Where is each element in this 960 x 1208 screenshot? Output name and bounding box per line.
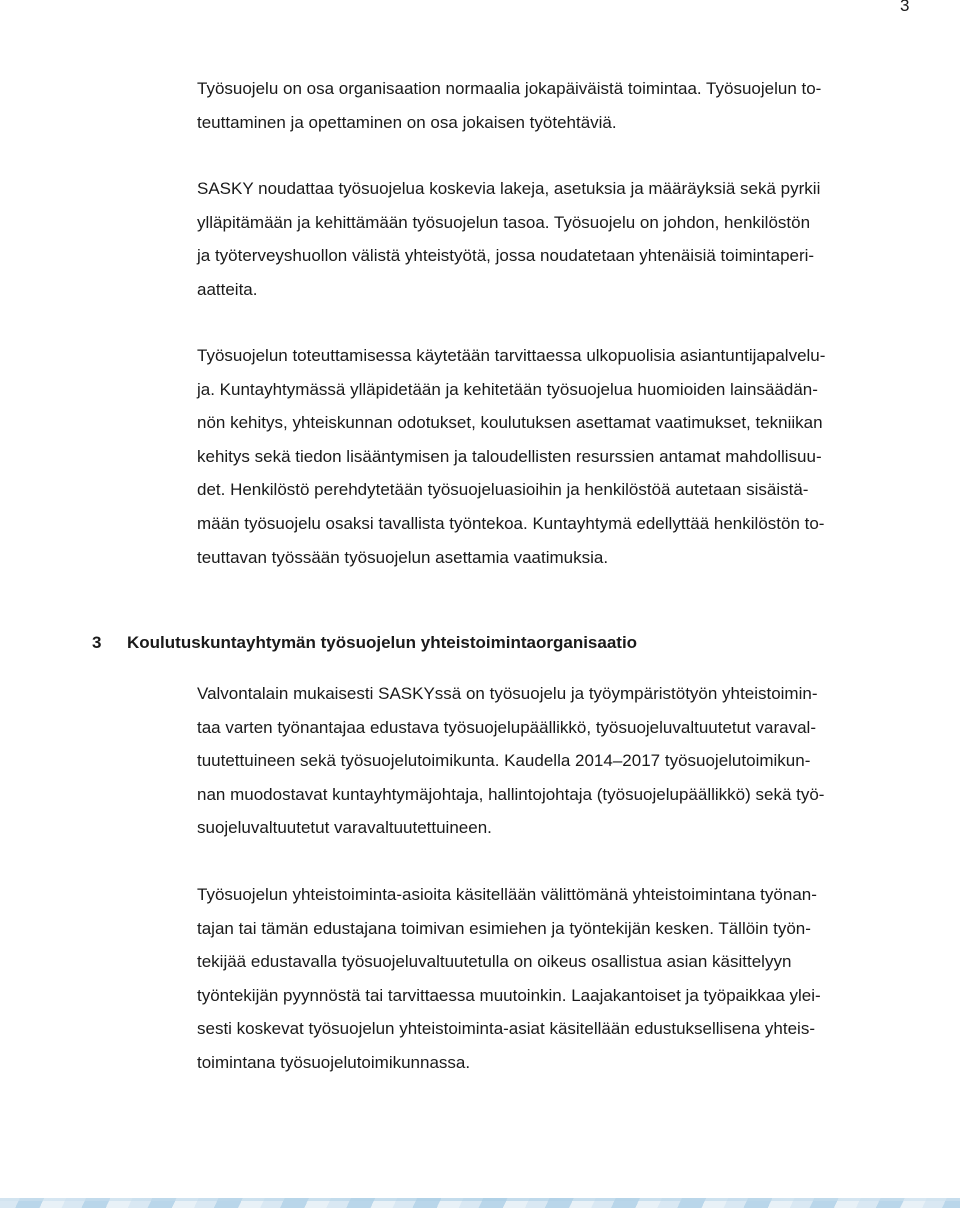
text-line: työntekijän pyynnöstä tai tarvittaessa muutoinkin. Laajakantoiset ja työpaikkaa ylei- <box>197 985 821 1005</box>
paragraph-sasky-compliance <box>197 172 932 306</box>
text-line: tajan tai tämän edustajana toimivan esimiehen ja työntekijän kesken. Tällöin työn- <box>197 918 811 938</box>
paragraph-implementation <box>197 339 932 574</box>
text-line: taa varten työnantajaa edustava työsuojelupäällikkö, työsuojeluvaltuutetut varaval- <box>197 717 816 737</box>
footer-decorative-band <box>0 1198 960 1208</box>
section-heading <box>92 628 637 658</box>
paragraph-organisation <box>197 677 932 845</box>
text-line: Työsuojelu on osa organisaation normaalia jokapäiväistä toimintaa. Työsuojelun to- <box>197 79 822 98</box>
text-line: nön kehitys, yhteiskunnan odotukset, koulutuksen asettamat vaatimukset, tekniikan <box>197 413 823 433</box>
text-line: ylläpitämään ja kehittämään työsuojelun tasoa. Työsuojelu on johdon, henkilöstön <box>197 212 811 232</box>
text-line: ja työterveyshuollon välistä yhteistyötä, jossa noudatetaan yhtenäisiä toimintaperi- <box>197 246 815 266</box>
text-line: Työsuojelun yhteistoiminta-asioita käsitellään välittömänä yhteistoimintana työnan- <box>197 885 817 904</box>
text-line: tuutettuineen sekä työsuojelutoimikunta. Kaudella 2014–2017 työsuojelutoimikun- <box>197 751 811 771</box>
text-line: suojeluvaltuutetut varavaltuutettuineen. <box>197 818 492 838</box>
section-title: Koulutuskuntayhtymän työsuojelun yhteistoimintaorganisaatio <box>127 633 638 652</box>
text-line: ja. Kuntayhtymässä ylläpidetään ja kehitetään työsuojelua huomioiden lainsäädän- <box>197 379 818 399</box>
text-line: teuttavan työssään työsuojelun asettamia vaatimuksia. <box>197 547 609 567</box>
paragraph-cooperation <box>197 878 932 1080</box>
page-number: 3 <box>900 0 910 15</box>
text-line: aatteita. <box>197 279 258 299</box>
section-number: 3 <box>92 633 102 652</box>
text-line: kehitys sekä tiedon lisääntymisen ja taloudellisten resurssien antamat mahdollisuu- <box>197 446 822 466</box>
text-line: nan muodostavat kuntayhtymäjohtaja, hallintojohtaja (työsuojelupäällikkö) sekä työ- <box>197 784 825 804</box>
text-line: Työsuojelun toteuttamisessa käytetään tarvittaessa ulkopuolisia asiantuntijapalvelu- <box>197 346 826 365</box>
text-line: tekijää edustavalla työsuojeluvaltuutetulla on oikeus osallistua asian käsittelyyn <box>197 952 792 972</box>
text-line: toimintana työsuojelutoimikunnassa. <box>197 1052 471 1072</box>
text-line: det. Henkilöstö perehdytetään työsuojeluasioihin ja henkilöstöä autetaan sisäistä- <box>197 480 809 500</box>
text-line: sesti koskevat työsuojelun yhteistoiminta-asiat käsitellään edustuksellisena yhteis- <box>197 1019 815 1039</box>
paragraph-intro <box>197 72 932 139</box>
text-line: Valvontalain mukaisesti SASKYssä on työsuojelu ja työympäristötyön yhteistoimin- <box>197 684 818 703</box>
text-line: teuttaminen ja opettaminen on osa jokaisen työtehtäviä. <box>197 112 617 132</box>
text-line: SASKY noudattaa työsuojelua koskevia lakeja, asetuksia ja määräyksiä sekä pyrkii <box>197 179 821 198</box>
text-line: mään työsuojelu osaksi tavallista työntekoa. Kuntayhtymä edellyttää henkilöstön to- <box>197 513 825 533</box>
